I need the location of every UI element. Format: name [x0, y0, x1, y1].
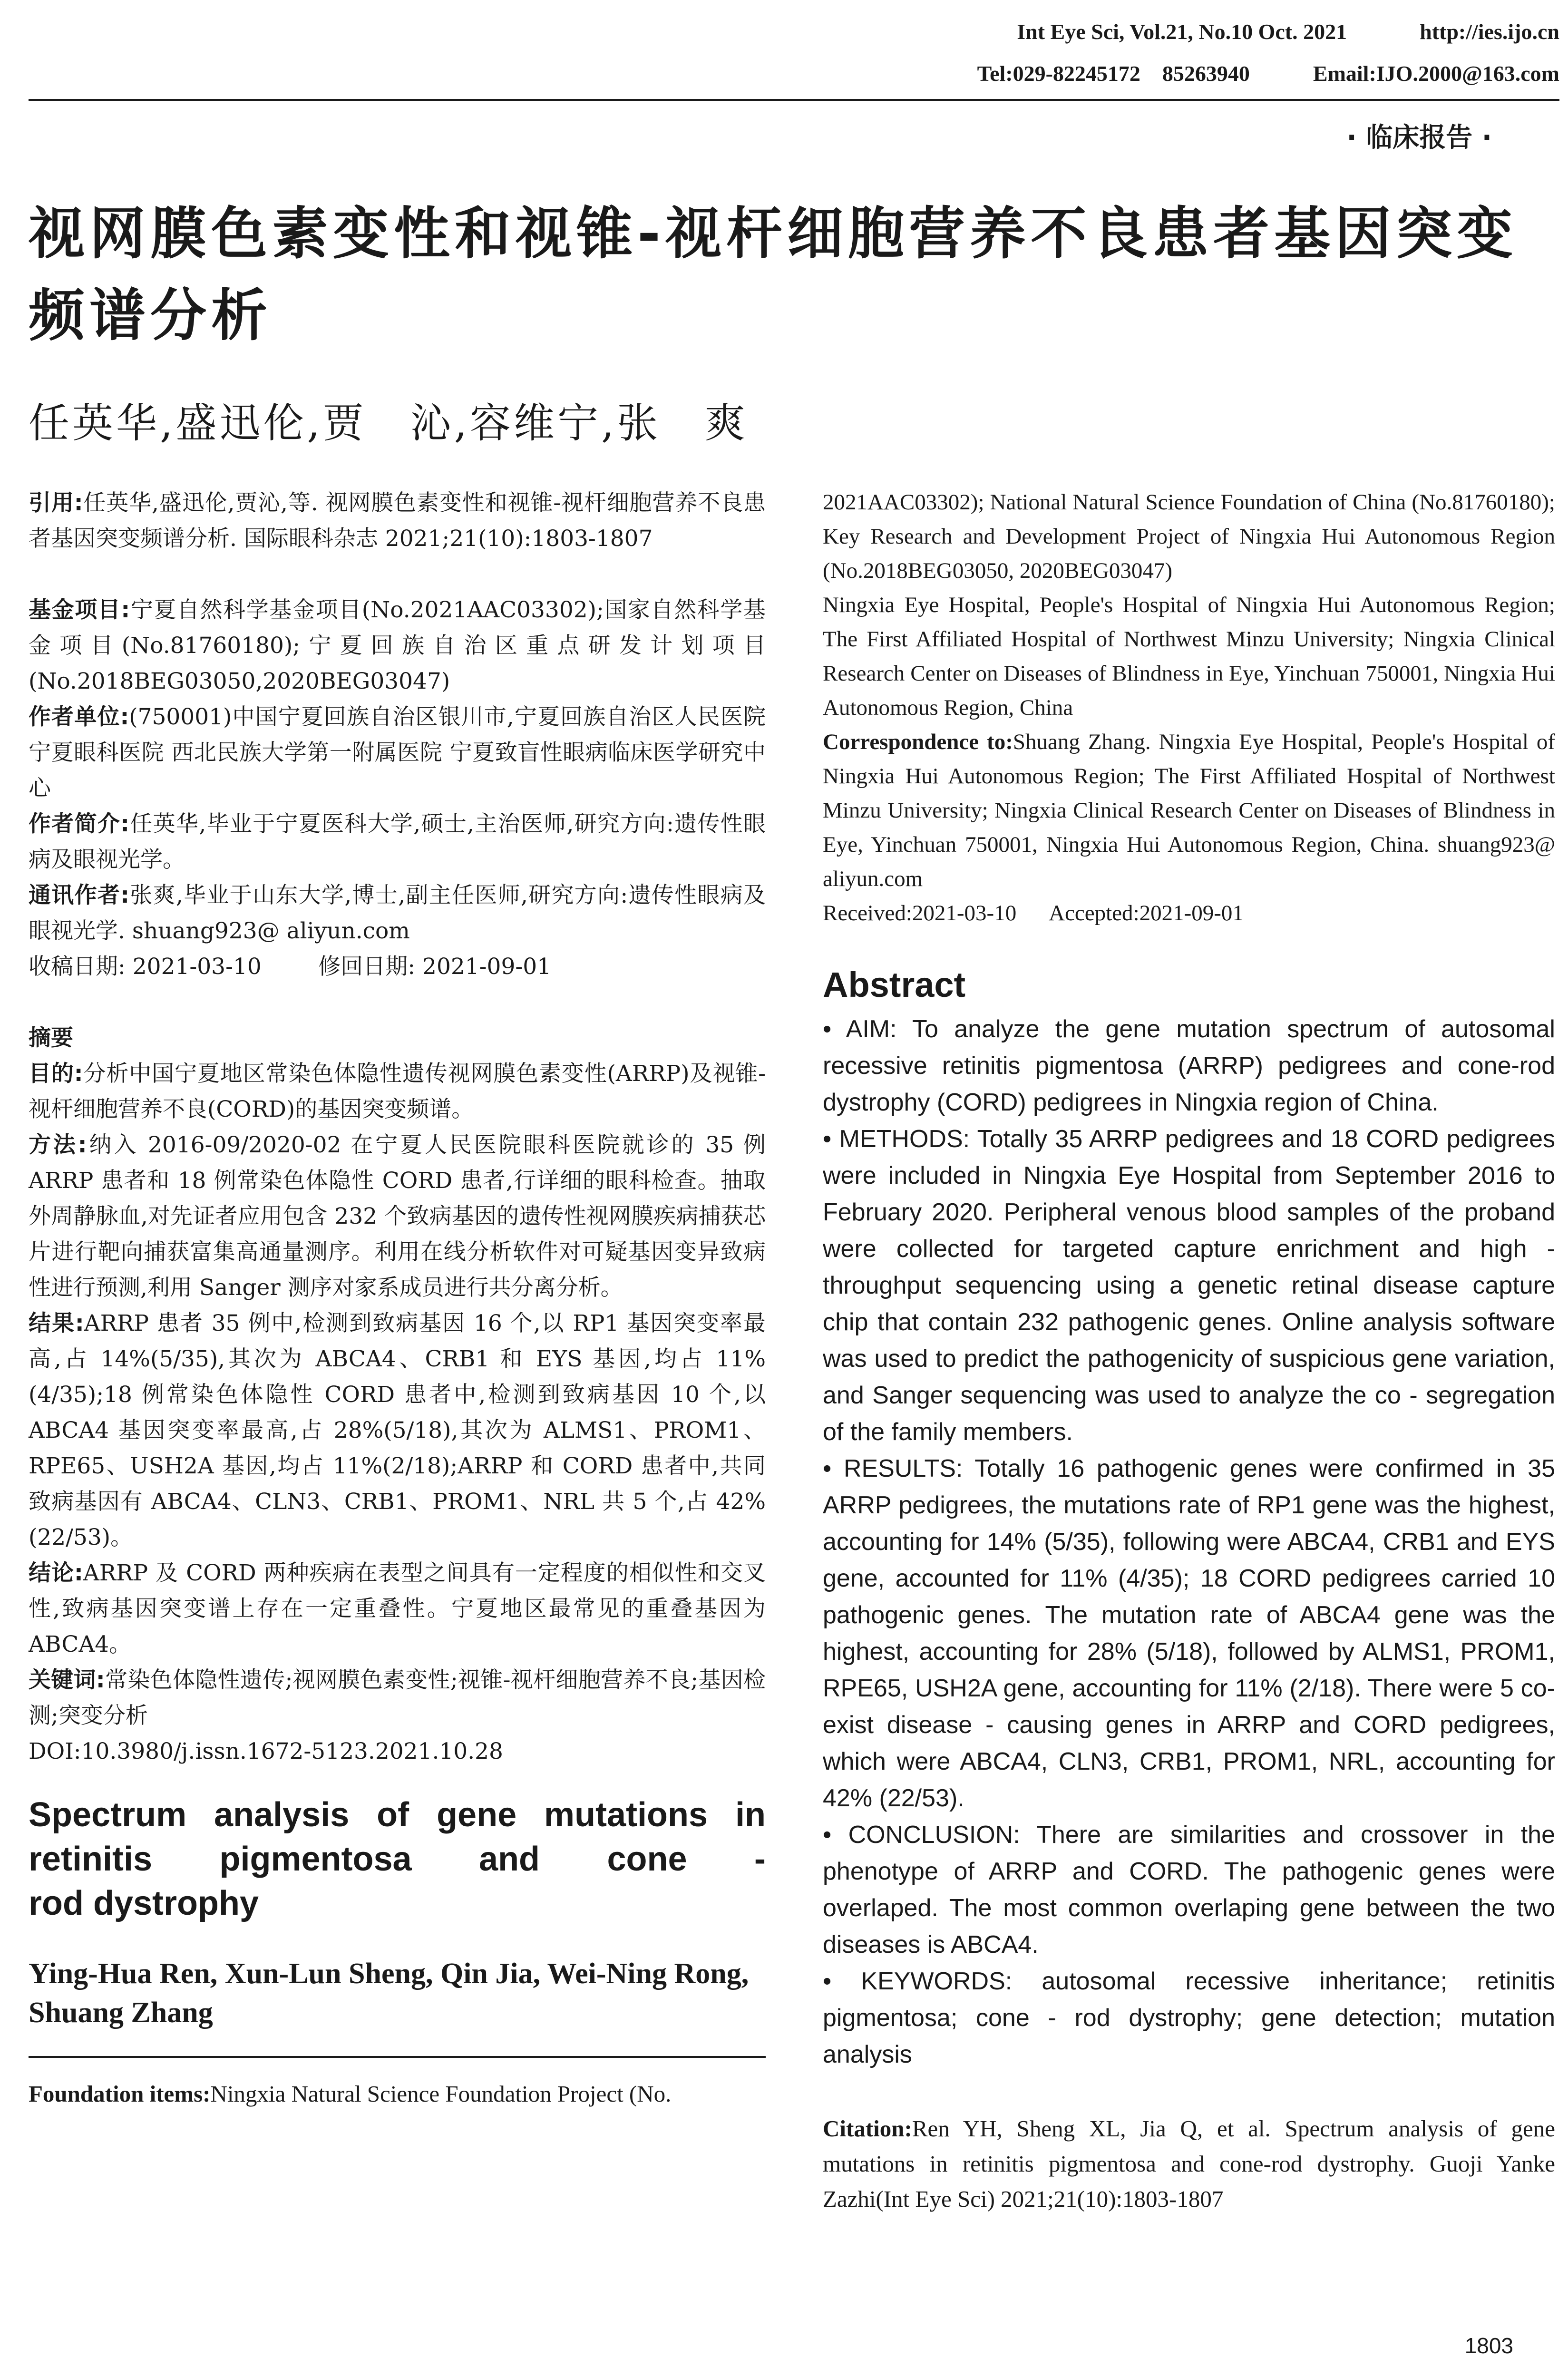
abstract-results: • RESULTS: Totally 16 pathogenic genes were confirmed in 35 ARRP pedigrees, the mutations rate of RP1 gene was the highest, accounting for 14% (5/35), following were ABCA4, CRB1 and EYS gene, accounted for 11% (4/35); 18 CORD pedigrees carried 10 pathogenic genes. The mutation rate of ABCA4 gene was the highest, accounting for 28% (5/18), followed by ALMS1, PROM1, RPE65, USH2A gene, accounting for 11% (2/18). There were 5 co-exist disease - causing genes in ARRP and CORD pedigrees, which were ABCA4, CLN3, CRB1, PROM1, NRL, accounting for 42% (22/53).: [823, 1455, 1555, 1812]
abstract-keywords: • KEYWORDS: autosomal recessive inheritance; retinitis pigmentosa; cone - rod dystrophy; gene detection; mutation analysis: [823, 1968, 1555, 2068]
section-label: · 临床报告 ·: [1346, 122, 1492, 153]
foundation-items-continued: 2021AAC03302); National Natural Science Foundation of China (No.81760180); Key Research and Development Project of Ningxia Hui Autonomous Region (No.2018BEG03050, 2020BEG03047): [823, 490, 1555, 583]
article-title-cn: 视网膜色素变性和视锥-视杆细胞营养不良患者基因突变频谱分析: [29, 201, 1518, 348]
dates-cn: 收稿日期: 2021-03-10 修回日期: 2021-09-01: [29, 954, 552, 980]
header-divider: [29, 99, 1559, 101]
aim-cn: 目的:分析中国宁夏地区常染色体隐性遗传视网膜色素变性(ARRP)及视锥-视杆细胞营养不良(CORD)的基因突变频谱。: [29, 1061, 766, 1122]
article-title-en-line-1: Spectrum analysis of gene mutations in: [29, 1796, 766, 1834]
journal-header-line-1: [1017, 19, 1559, 44]
methods-cn: 方法:纳入 2016-09/2020-02 在宁夏人民医院眼科医院就诊的 35 例 ARRP 患者和 18 例常染色体隐性 CORD 患者,行详细的眼科检查。抽取外周静脉血,对先证者应用包含 232 个致病基因的遗传性视网膜疾病捕获芯片进行靶向捕获富集高通量测序。利用在线分析软件对可疑基因变异致病性进行预测,利用 Sanger 测序对家系成员进行共分离分析。: [29, 1132, 766, 1301]
abstract-heading-en: Abstract: [823, 965, 966, 1004]
abstract-conclusion: • CONCLUSION: There are similarities and crossover in the phenotype of ARRP and CORD. The pathogenic genes were overlaped. The most common overlaping gene between the two diseases is ABCA4.: [823, 1821, 1555, 1958]
authors-cn: 任英华,盛迅伦,贾 沁,容维宁,张 爽: [29, 399, 749, 447]
abstract-aim: • AIM: To analyze the gene mutation spectrum of autosomal recessive retinitis pigmentosa (ARRP) pedigrees and cone-rod dystrophy (CORD) pedigrees in Ningxia region of China.: [823, 1015, 1555, 1116]
doi[interactable]: DOI:10.3980/j.issn.1672-5123.2021.10.28: [29, 1738, 503, 1764]
affiliation-cn: 作者单位:(750001)中国宁夏回族自治区银川市,宁夏回族自治区人民医院宁夏眼科医院 西北民族大学第一附属医院 宁夏致盲性眼病临床医学研究中心: [29, 704, 766, 801]
foundation-items: Foundation items:Ningxia Natural Science Foundation Project (No.: [29, 2081, 672, 2107]
keywords-cn: 关键词:常染色体隐性遗传;视网膜色素变性;视锥-视杆细胞营养不良;基因检测;突变分析: [29, 1667, 766, 1729]
journal-header-line-2: [977, 61, 1559, 86]
citation-cn: 引用:任英华,盛迅伦,贾沁,等. 视网膜色素变性和视锥-视杆细胞营养不良患者基因突变频谱分析. 国际眼科杂志 2021;21(10):1803-1807: [29, 490, 766, 552]
conclusion-cn: 结论:ARRP 及 CORD 两种疾病在表型之间具有一定程度的相似性和交叉性,致病基因突变谱上存在一定重叠性。宁夏地区最常见的重叠基因为 ABCA4。: [29, 1560, 766, 1657]
article-title-en-line-3: rod dystrophy: [29, 1884, 259, 1922]
article-title-en-line-2: retinitis pigmentosa and cone -: [29, 1840, 766, 1878]
results-cn: 结果:ARRP 患者 35 例中,检测到致病基因 16 个,以 RP1 基因突变率最高,占 14%(5/35),其次为 ABCA4、CRB1 和 EYS 基因,均占 11%(4/35);18 例常染色体隐性 CORD 患者中,检测到致病基因 10 个,以 ABCA4 基因突变率最高,占 28%(5/18),其次为 ALMS1、PROM1、RPE65、USH2A 基因,均占 11%(2/18);ARRP 和 CORD 患者中,共同致病基因有 ABCA4、CLN3、CRB1、PROM1、NRL 共 5 个,占 42%(22/53)。: [29, 1310, 766, 1550]
journal-email[interactable]: Email:IJO.2000@163.com: [1313, 61, 1559, 86]
abstract-methods: • METHODS: Totally 35 ARRP pedigrees and 18 CORD pedigrees were included in Ningxia Eye Hospital from September 2016 to February 2020. Peripheral venous blood samples of the proband were collected for targeted capture enrichment and high - throughput sequencing using a genetic retinal disease capture chip that contain 232 pathogenic genes. Online analysis software was used to predict the pathogenicity of suspicious gene variation, and Sanger sequencing was used to analyze the co - segregation of the family members.: [823, 1125, 1555, 1446]
authors-en: Ying-Hua Ren, Xun-Lun Sheng, Qin Jia, Wei-Ning Rong, Shuang Zhang: [29, 1958, 749, 2029]
affiliation-en: Ningxia Eye Hospital, People's Hospital of Ningxia Hui Autonomous Region; The First Affiliated Hospital of Northwest Minzu University; Ningxia Clinical Research Center on Diseases of Blindness in Eye, Yinchuan 750001, Ningxia Hui Autonomous Region, China: [823, 593, 1555, 720]
dates-en: Received:2021-03-10 Accepted:2021-09-01: [823, 901, 1244, 925]
page-number: 1803: [1464, 2333, 1513, 2358]
journal-tel: Tel:029-82245172 85263940: [977, 61, 1250, 86]
abstract-heading-cn: 摘要: [29, 1025, 73, 1051]
author-bio-cn: 作者简介:任英华,毕业于宁夏医科大学,硕士,主治医师,研究方向:遗传性眼病及眼视光学。: [29, 811, 766, 873]
abstract-en: [823, 1011, 1555, 2073]
fund-cn: 基金项目:宁夏自然科学基金项目(No.2021AAC03302);国家自然科学基金项目(No.81760180);宁夏回族自治区重点研发计划项目(No.2018BEG03050,2020BEG03047): [29, 597, 766, 694]
correspondence-cn: 通讯作者:张爽,毕业于山东大学,博士,副主任医师,研究方向:遗传性眼病及眼视光学. shuang923@ aliyun.com: [29, 882, 766, 944]
correspondence-en: Correspondence to:Shuang Zhang. Ningxia Eye Hospital, People's Hospital of Ningxia Hui Autonomous Region; The First Affiliated Hospital of Northwest Minzu University; Ningxia Clinical Research Center on Diseases of Blindness in Eye, Yinchuan 750001, Ningxia Hui Autonomous Region, China. shuang923@ aliyun.com: [823, 730, 1555, 891]
journal-url[interactable]: http://ies.ijo.cn: [1420, 19, 1559, 44]
right-column: [823, 485, 1555, 2217]
foundation-divider: [29, 2056, 766, 2058]
left-column: [29, 485, 766, 2111]
citation-en: Citation:Ren YH, Sheng XL, Jia Q, et al. Spectrum analysis of gene mutations in retinitis pigmentosa and cone-rod dystrophy. Guoji Yanke Zazhi(Int Eye Sci) 2021;21(10):1803-1807: [823, 2115, 1555, 2212]
journal-info: Int Eye Sci, Vol.21, No.10 Oct. 2021: [1017, 19, 1347, 44]
